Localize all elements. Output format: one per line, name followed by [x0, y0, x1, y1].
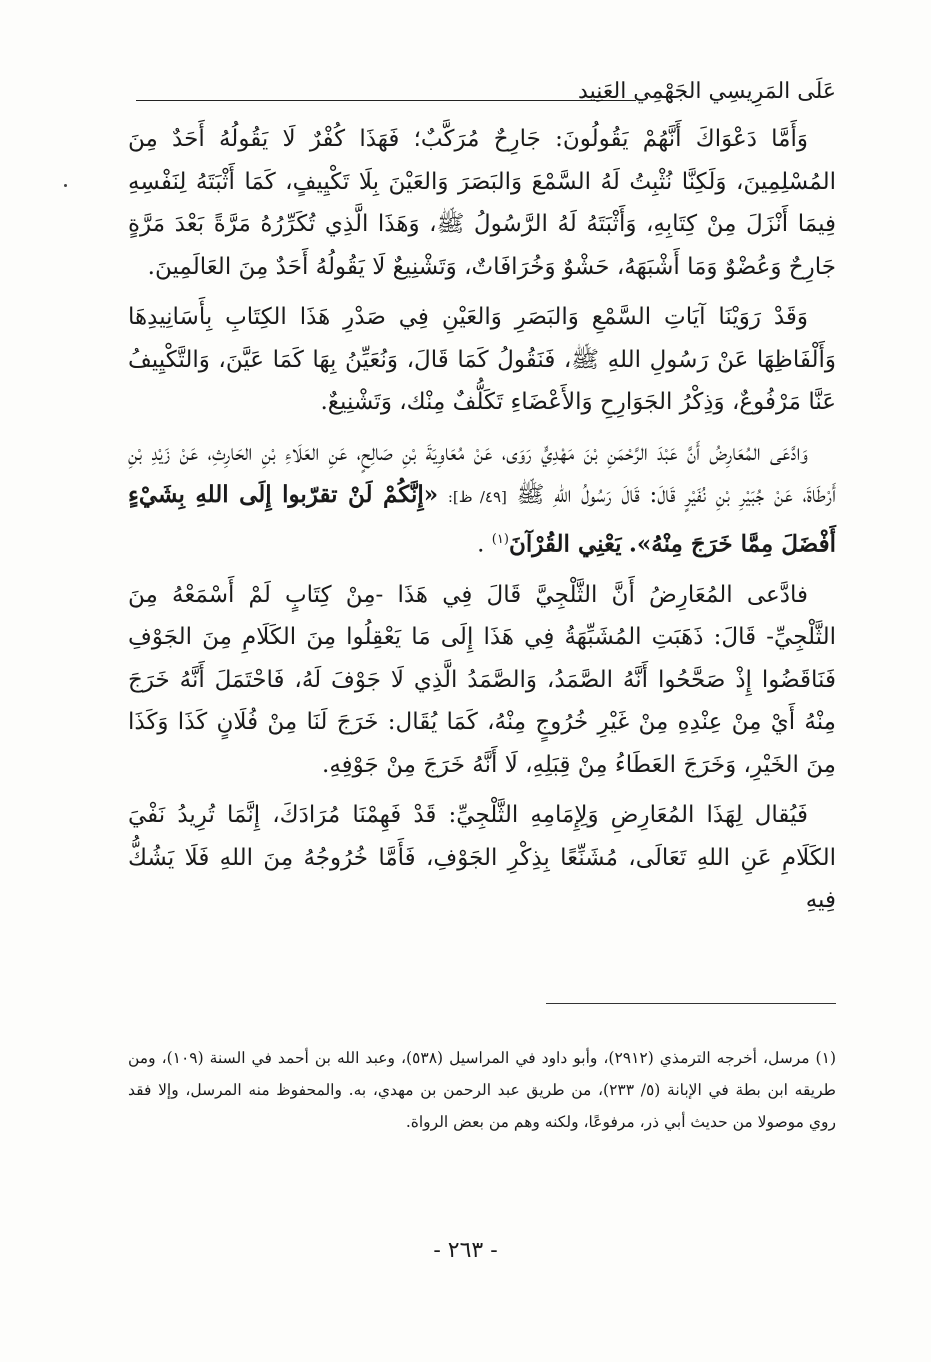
paragraph-2: وَقَدْ رَوَيْنَا آيَاتِ السَّمْعِ وَالبَصَرِ وَالعَيْنِ فِي صَدْرِ هَذَا الكِتَابِ بِأَسَانِيدِهَا وَأَلْفَاظِهَا عَنْ رَسُولِ اللهِ ﷺ، فَنَقُولُ كَمَا قَالَ، وَنُعَيِّنُ بِهَا كَمَا عَيَّنَ، وَالتَّكْيِيفُ عَنَّا مَرْفُوعٌ، وَذِكْرُ الجَوَارِحِ وَالأَعْضَاءِ تَكَلُّفٌ مِنْك، وَتَشْنِيعٌ. [128, 304, 836, 415]
main-text [128, 118, 836, 930]
hadith-gloss: يَعْنِي القُرْآنَ [508, 530, 622, 558]
hadith-text: «إِنَّكُمْ لَنْ تقرّبوا إِلَى اللهِ بِشَيْءٍ أَفْضَلَ مِمَّا خَرَجَ مِنْهُ». [128, 481, 836, 558]
hadith-isnad: وَادَّعَى المُعَارِضُ أَنَّ عَبْدَ الرَّحْمَنِ بْنَ مَهْدِيٍّ رَوَى، عَنْ مُعَاوِيَةَ بْنِ صَالِحٍ، عَنِ العَلَاءِ بْنِ الحَارِثِ، عَنْ زَيْدِ بْنِ أَرْطَاةَ، عَنْ جُبَيْرِ بْنِ نُفَيْرٍ قَالَ: قَالَ رَسُولُ اللهِ ﷺ [128, 439, 836, 508]
header-rule [136, 100, 636, 101]
paragraph-5: فَيُقال لِهَذَا المُعَارِضِ وَلِإِمَامِهِ الثَّلْجِيِّ: قَدْ فَهِمْنَا مُرَادَكَ، إِنَّمَا تُرِيدُ نَفْيَ الكَلَامِ عَنِ اللهِ تَعَالَى، مُشَنِّعًا بِذِكْرِ الجَوْفِ، فَأَمَّا خُرُوجُهُ مِنَ اللهِ فَلَا يَشُكُّ فِيهِ [128, 802, 836, 914]
footnote-1: (١) مرسل، أخرجه الترمذي (٢٩١٢)، وأبو داود في المراسيل (٥٣٨)، وعبد الله بن أحمد في السنة (١٠٩)، ومن طريقه ابن بطة في الإبانة (٥/ ٢٣٣)، من طريق عبد الرحمن بن مهدي، به. والمحفوظ منه المرسل، وإلا فقد روي موصولا من حديث أبي ذر، مرفوعًا، ولكنه وهم من بعض الرواة. [128, 1049, 836, 1131]
stray-ink-dot [64, 184, 67, 187]
manuscript-folio-ref: [٤٩/ ظ]: [447, 488, 507, 506]
paragraph-4: فادَّعى المُعَارِضُ أَنَّ الثَّلْجِيَّ قَالَ فِي هَذَا -مِنْ كِتَابٍ لَمْ أَسْمَعْهُ مِنَ الثَّلْجِيِّ- قَالَ: ذَهَبَتِ المُشَبِّهَةُ فِي هَذَا إِلَى مَا يَعْقِلُوا مِنَ الكَلَامِ مِنَ الجَوْفِ فَنَاقَضُوا إِذْ صَحَّحُوا أَنَّهُ الصَّمَدُ، وَالصَّمَدُ الَّذِي لَا جَوْفَ لَهُ، فَاحْتَمَلَ أَنَّهُ خَرَجَ مِنْهُ أَيْ مِنْ عِنْدِهِ مِنْ غَيْرِ خُرُوجٍ مِنْهُ، كَمَا يُقَال: خَرَجَ لَنَا مِنْ فُلَانٍ كَذَا وَكَذَا مِنَ الخَيْرِ، وَخَرَجَ العَطَاءُ مِنْ قِبَلِهِ، لَا أَنَّهُ خَرَجَ مِنْ جَوْفِهِ. [128, 581, 836, 778]
paragraph-3-hadith: وَادَّعَى المُعَارِضُ أَنَّ عَبْدَ الرَّحْمَنِ بْنَ مَهْدِيٍّ رَوَى، عَنْ مُعَاوِيَةَ بْنِ صَالِحٍ، عَنِ العَلَاءِ بْنِ الحَارِثِ، عَنْ زَيْدِ بْنِ أَرْطَاةَ، عَنْ جُبَيْرِ بْنِ نُفَيْرٍ قَالَ: قَالَ رَسُولُ اللهِ ﷺ [٤٩/ ظ]: «إِنَّكُمْ لَنْ تقرّبوا إِلَى اللهِ بِشَيْءٍ أَفْضَلَ مِمَّا خَرَجَ مِنْهُ». يَعْنِي القُرْآنَ$^{(١)}$ . [128, 439, 836, 558]
footnote-mark[interactable]: (١) [491, 531, 509, 547]
footnotes [128, 1042, 836, 1138]
running-head [136, 78, 836, 110]
paragraph-1: وَأَمَّا دَعْوَاكَ أَنَّهُمْ يَقُولُونَ: جَارِحٌ مُرَكَّبٌ؛ فَهَذَا كُفْرٌ لَا يَقُولُهُ أَحَدٌ مِنَ المُسْلِمِينَ، وَلَكِنَّا نُثْبِتُ لَهُ السَّمْعَ وَالبَصَرَ وَالعَيْنَ بِلَا تَكْيِيفٍ، كَمَا أَثْبَتَهُ لِنَفْسِهِ فِيمَا أَنْزَلَ مِنْ كِتَابِهِ، وَأَثْبَتَهُ لَهُ الرَّسُولُ ﷺ، وَهَذَا الَّذِي تُكَرِّرُهُ مَرَّةً بَعْدَ مَرَّةٍ جَارِحٌ وَعُضْوٌ وَمَا أَشْبَهَهُ، حَشْوٌ وَخُرَافَاتٌ، وَتَشْنِيعٌ لَا يَقُولُهُ أَحَدٌ مِنَ العَالَمِينَ. [128, 126, 836, 280]
running-head-title: عَلَى المَرِيسِي الجَهْمِي العَنِيد [578, 79, 836, 104]
page-number: - ٢٦٣ - [433, 1238, 498, 1263]
footnote-separator [546, 1003, 836, 1004]
